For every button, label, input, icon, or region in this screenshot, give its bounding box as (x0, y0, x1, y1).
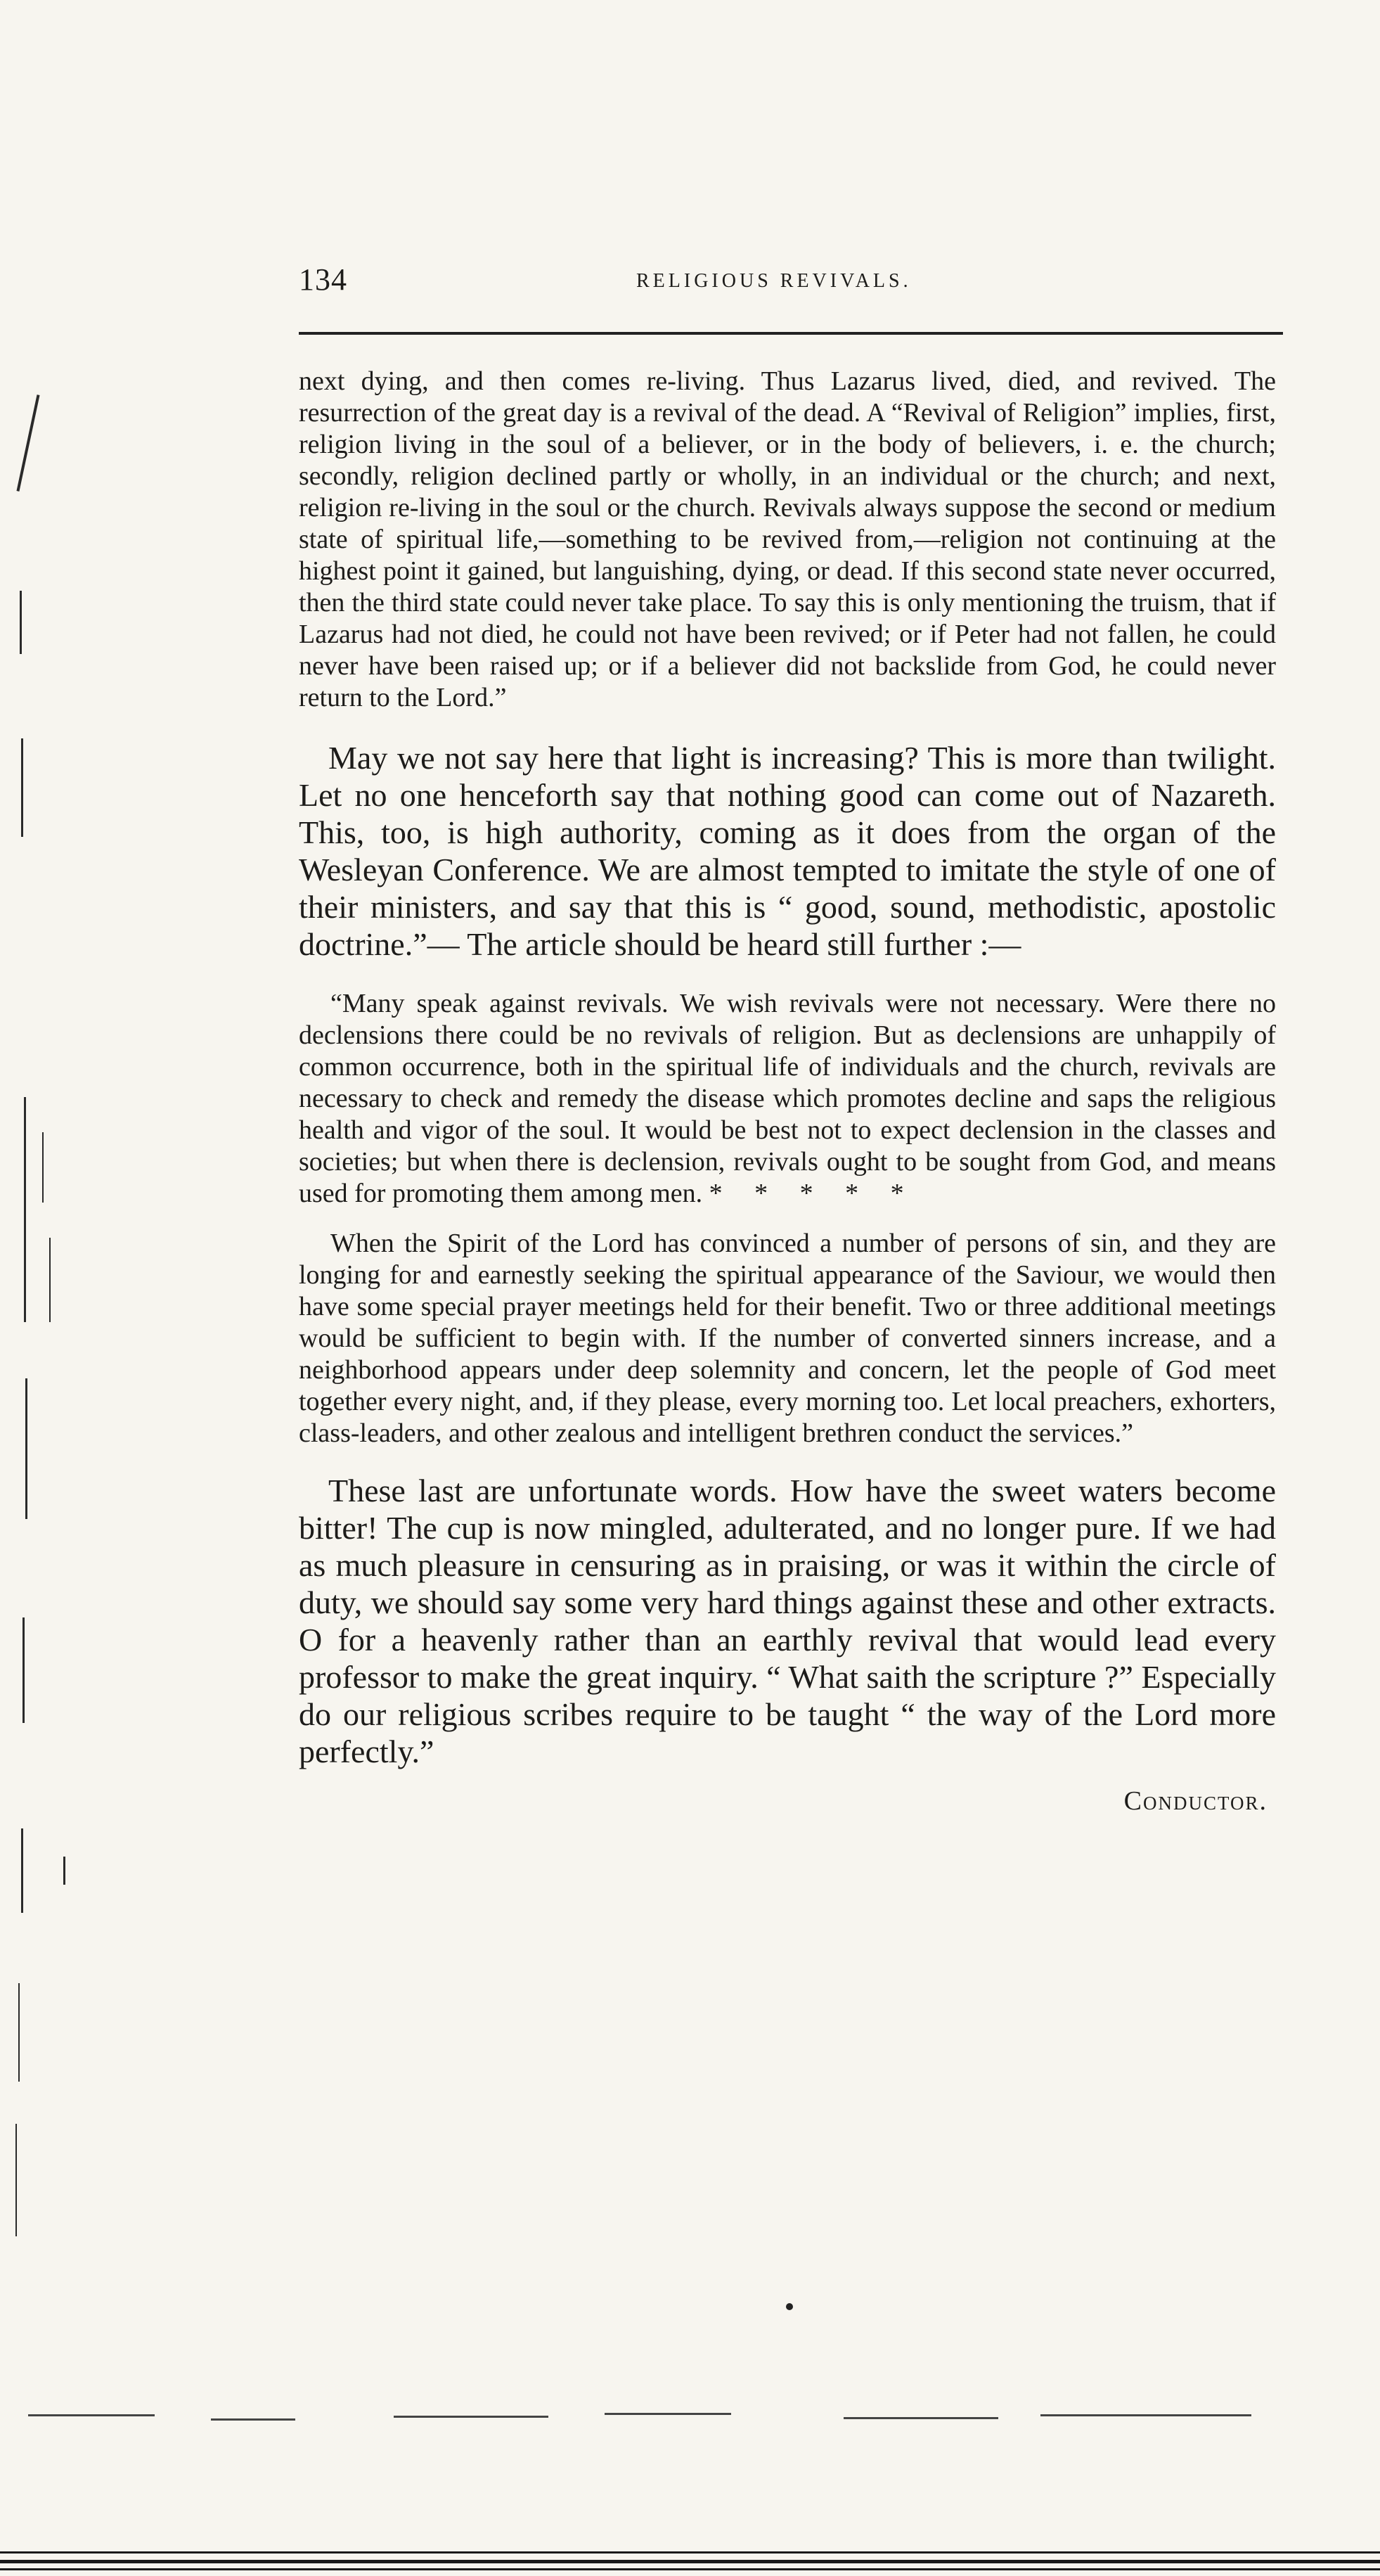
quoted-paragraph-continued: next dying, and then comes re-living. Thus Lazarus lived, died, and revived. The resurrection of the great day is a revival of the dead. A “Revival of Religion” implies, first, religion living in the soul of a believer, or in the body of believers, i. e. the church; secondly, religion declined partly or wholly, in an individual or the church; and next, religion re-living in the soul or the church. Revivals always suppose the second or medium state of spiritual life,—something to be revived from,—religion not continuing at the highest point it gained, but languishing, dying, or dead. If this second state never occurred, then the third state could never take place. To say this is only mentioning the truism, that if Lazarus had not died, he could not have been revived; or if Peter had not fallen, he could never have been raised up; or if a believer did not backslide from God, he could never return to the Lord.” (299, 366, 1276, 712)
stray-ink-dot (786, 2303, 793, 2310)
header-rule (299, 332, 1283, 335)
quoted-paragraph (299, 988, 1276, 1210)
scan-smudge-line (28, 2409, 1350, 2430)
commentary-paragraph: May we not say here that light is increasing? This is more than twilight. Let no one henceforth say that nothing good can come out of Nazareth. This, too, is high authority, coming as it does from the organ of the Wesleyan Conference. We are almost tempted to imitate the style of one of their ministers, and say that this is “ good, sound, methodistic, apostolic doctrine.”— The article should be heard still further :— (299, 740, 1276, 962)
page-number: 134 (299, 262, 347, 297)
page-header (299, 262, 1283, 304)
signature: Conductor. (1123, 1786, 1268, 1816)
running-title: RELIGIOUS REVIVALS. (636, 270, 912, 292)
quoted-paragraph-services: When the Spirit of the Lord has convinced a number of persons of sin, and they are longing for and earnestly seeking the spiritual appearance of the Saviour, we would then have some special prayer meetings held for their benefit. Two or three additional meetings would be sufficient to begin with. If the number of converted sinners increase, and a neighborhood appears under deep solemnity and concern, let the people of God meet together every night, and, if they please, every morning too. Let local preachers, exhorters, class-leaders, and other zealous and intelligent brethren conduct the services.” (299, 1229, 1276, 1448)
page-body (299, 366, 1276, 1816)
scan-margin-marks (0, 0, 84, 2576)
scan-bottom-border (0, 2551, 1380, 2572)
quoted-paragraph-text: “Many speak against revivals. We wish revivals were not necessary. Were there no declensions there could be no revivals of religion. But as declensions are unhappily of common occurrence, both in the spiritual life of individuals and the church, revivals are necessary to check and remedy the disease which promotes decline and saps the religious health and vigor of the soul. It would be best not to expect declension in the classes and societies; but when there is declension, revivals ought to be sought from God, and means used for promoting them among men. (299, 989, 1276, 1208)
closing-paragraph: These last are unfortunate words. How have the sweet waters become bitter! The cup is now mingled, adulterated, and no longer pure. If we had as much pleasure in censuring as in praising, or was it within the circle of duty, we should say some very hard things against these and other extracts. O for a heavenly rather than an earthly revival that would lead every professor to make the great inquiry. “ What saith the scripture ?” Especially do our religious scribes require to be taught “ the way of the Lord more perfectly.” (299, 1473, 1276, 1769)
ellipsis-asterisks: * * * * * (709, 1179, 917, 1208)
